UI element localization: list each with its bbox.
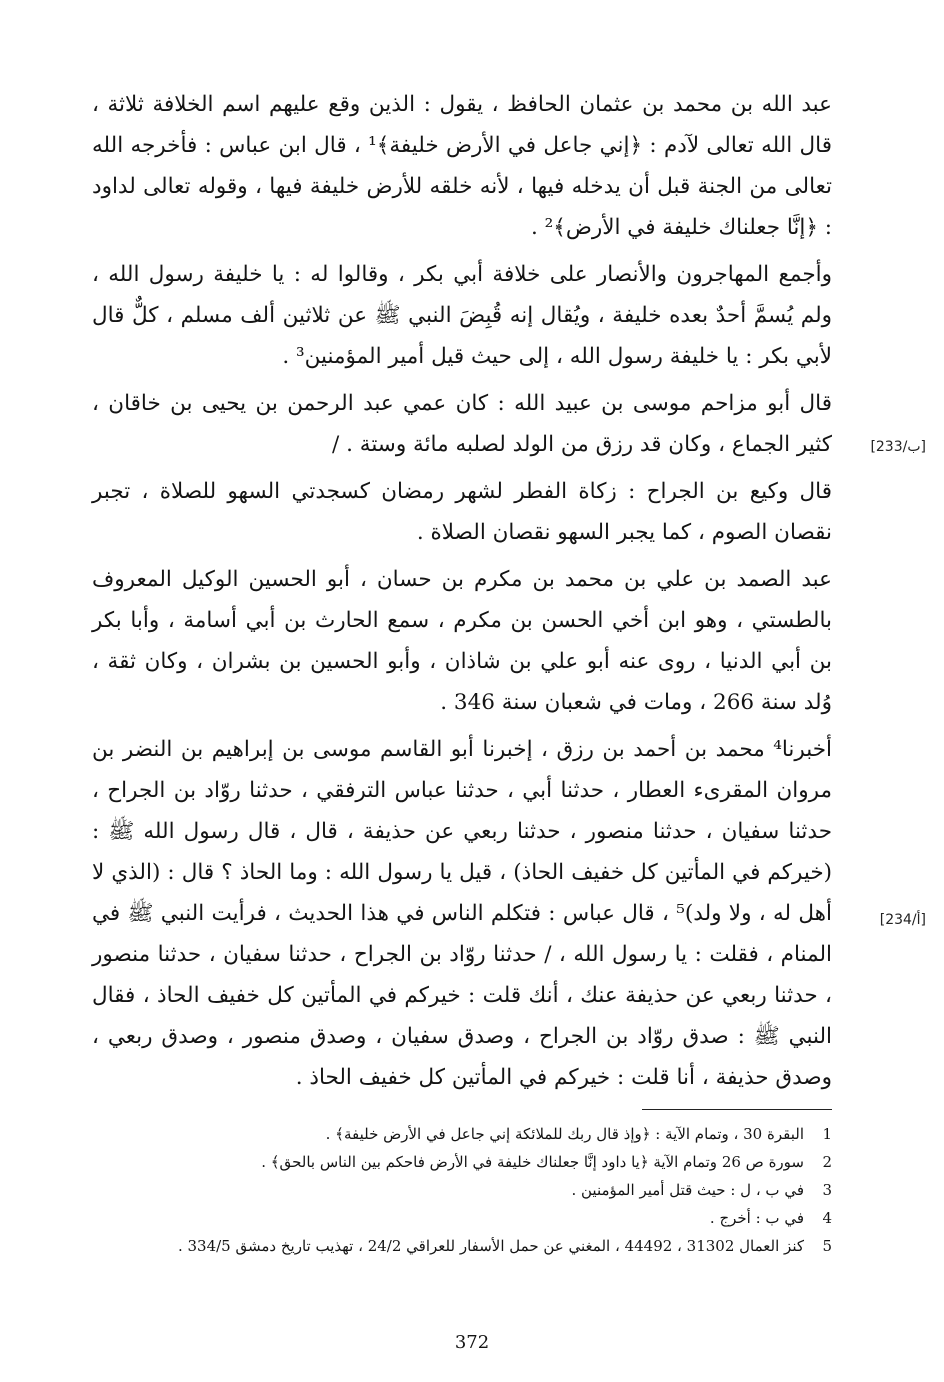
footnotes-list [112, 1120, 832, 1260]
paragraph-abd-al-samad: عبد الصمد بن علي بن محمد بن مكرم بن حسان ، أبو الحسين الوكيل المعروف بالطستي ، وهو ابن أخي الحسن بن مكرم ، سمع الحارث بن أبي أسامة ، وأبا بكر بن أبي الدنيا ، روى عنه أبو علي بن شاذان ، وأبو الحسين بن بشران ، وكان ثقة ، وُلد سنة 266 ، ومات في شعبان سنة 346 . [92, 567, 832, 715]
footnote-text: في ب : أخرج . [709, 1209, 804, 1227]
footnote-number: 3 [822, 1181, 832, 1199]
footnote [112, 1176, 832, 1204]
footnote-text: كنز العمال 31302 ، 44492 ، المغني عن حمل الأسفار للعراقي 24/2 ، تهذيب تاريخ دمشق 334/5 . [177, 1237, 804, 1255]
margin-folio-234a: [234/أ] [879, 912, 926, 928]
footnote-number: 4 [822, 1209, 832, 1227]
footnote-text: في ب ، ل : حيث قتل أمير المؤمنين . [571, 1181, 804, 1199]
paragraph-abu-muzahim: قال أبو مزاحم موسى بن عبيد الله : كان عمي عبد الرحمن بن يحيى بن خاقان ، كثير الجماع ، وكان قد رزق من الولد لصلبه مائة وستة . / [92, 391, 832, 457]
footnote [112, 1120, 832, 1148]
main-text [92, 84, 832, 1104]
paragraph-waki: قال وكيع بن الجراح : زكاة الفطر لشهر رمضان كسجدتي السهو للصلاة ، تجبر نقصان الصوم ، كما يجبر السهو نقصان الصلاة . [92, 479, 832, 545]
footnote [112, 1148, 832, 1176]
footnote-separator [642, 1109, 832, 1110]
paragraph-hadith: أخبرنا⁴ محمد بن أحمد بن رزق ، إخبرنا أبو القاسم موسى بن إبراهيم بن النضر بن مروان المقرىء العطار ، حدثنا أبي ، حدثنا عباس الترفقي ، حدثنا روّاد بن الجراح ، حدثنا سفيان ، حدثنا منصور ، حدثنا ربعي عن حذيفة ، قال ، قال رسول الله ﷺ : (خيركم في المأتين كل خفيف الحاذ) ، قيل يا رسول الله : وما الحاذ ؟ قال : (الذي لا أهل له ، ولا ولد)⁵ ، قال عباس : فتكلم الناس في هذا الحديث ، فرأيت النبي ﷺ في المنام ، فقلت : يا رسول الله ، / حدثنا روّاد بن الجراح ، حدثنا سفيان ، حدثنا منصور ، حدثنا ربعي عن حذيفة عنك ، أنك قلت : خيركم في المأتين كل خفيف الحاذ ، فقال النبي ﷺ : صدق روّاد بن الجراح ، وصدق سفيان ، وصدق منصور ، وصدق ربعي ، وصدق حذيفة ، أنا قلت : خيركم في المأتين كل خفيف الحاذ . [92, 737, 832, 1090]
footnote [112, 1232, 832, 1260]
footnote-number: 5 [822, 1237, 832, 1255]
margin-folio-233b: [233/ب] [870, 439, 926, 455]
footnote-text: سورة ص 26 وتمام الآية ﴿يا داود إنَّا جعلناك خليفة في الأرض فاحكم بين الناس بالحق﴾ . [261, 1153, 804, 1171]
footnote-number: 2 [822, 1153, 832, 1171]
footnote [112, 1204, 832, 1232]
page-number: 372 [454, 1332, 490, 1353]
paragraph-abu-bakr: وأجمع المهاجرون والأنصار على خلافة أبي بكر ، وقالوا له : يا خليفة رسول الله ، ولم يُسمَّ أحدٌ بعده خليفة ، ويُقال إنه قُبِضَ النبي ﷺ عن ثلاثين ألف مسلم ، كلٌّ قال لأبي بكر : يا خليفة رسول الله ، إلى حيث قيل أمير المؤمنين³ . [92, 262, 833, 369]
footnote-number: 1 [822, 1125, 832, 1143]
footnote-text: البقرة 30 ، وتمام الآية : ﴿وإذ قال ربك للملائكة إني جاعل في الأرض خليفة﴾ . [325, 1125, 804, 1143]
paragraph-caliphs: عبد الله بن محمد بن عثمان الحافظ ، يقول : الذين وقع عليهم اسم الخلافة ثلاثة ، قال الله تعالى لآدم : ﴿إني جاعل في الأرض خليفة﴾¹ ، قال ابن عباس : فأخرجه الله تعالى من الجنة قبل أن يدخله فيها ، لأنه خلقه للأرض خليفة فيها ، وقوله تعالى لداود : ﴿إنَّا جعلناك خليفة في الأرض﴾² . [92, 92, 832, 240]
